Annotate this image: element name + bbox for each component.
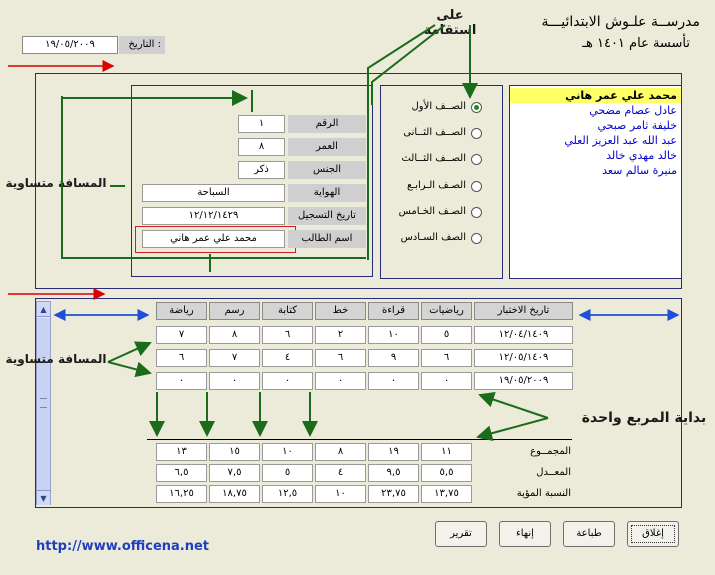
grade-label: الصــف الثــالث	[401, 153, 466, 164]
summary-cell: ٩,٥	[368, 464, 419, 482]
hobby-field[interactable]: السباحة	[142, 184, 285, 202]
annotation-aligned: على استقامة	[423, 8, 477, 38]
radio-icon[interactable]	[471, 102, 482, 113]
summary-label-total: المجمــوع	[530, 446, 571, 457]
summary-cell: ٦,٥	[156, 464, 207, 482]
grade-option-3[interactable]	[388, 153, 496, 167]
student-list[interactable]	[509, 85, 682, 279]
report-button[interactable]: تقرير	[435, 521, 487, 547]
summary-cell: ١٣	[156, 443, 207, 461]
annotation-same-square-start: بداية المربع واحدة	[581, 410, 707, 426]
print-button[interactable]: طباعة	[563, 521, 615, 547]
table-cell[interactable]: ٠	[368, 372, 419, 390]
table-cell[interactable]: ٠	[262, 372, 313, 390]
summary-label-percentage: النسبة المؤية	[516, 488, 571, 499]
scroll-thumb[interactable]	[37, 318, 50, 490]
age-label: العمر	[288, 138, 366, 156]
table-cell[interactable]: ٦	[315, 349, 366, 367]
col-header-sports: رياضة	[156, 302, 207, 320]
col-header-math: رياضيات	[421, 302, 472, 320]
student-name-field[interactable]: محمد علي عمر هاني	[142, 230, 285, 248]
scroll-down-button[interactable]: ▼	[37, 490, 50, 505]
student-item[interactable]: عبد الله عبد العزيز العلي	[564, 134, 677, 147]
grade-label: الصــف الثــانى	[403, 127, 466, 138]
table-cell[interactable]: ١٠	[368, 326, 419, 344]
table-cell[interactable]: ٥	[421, 326, 472, 344]
summary-cell: ٥,٥	[421, 464, 472, 482]
grade-option-5[interactable]	[388, 206, 496, 220]
founded-text: تأسسة عام ١٤٠١ هـ	[582, 36, 690, 51]
close-button[interactable]: إغلاق	[627, 521, 679, 547]
website-link[interactable]: http://www.officena.net	[36, 539, 210, 554]
col-header-drawing: رسم	[209, 302, 260, 320]
gender-label: الجنس	[288, 161, 366, 179]
annotation-equal-spacing-2: المسافة متساوية	[5, 352, 107, 366]
summary-cell: ٥	[262, 464, 313, 482]
col-header-reading: قراءة	[368, 302, 419, 320]
id-field[interactable]: ١	[238, 115, 285, 133]
student-item[interactable]: خالد مهدي خالد	[606, 149, 677, 162]
grade-option-1[interactable]	[388, 101, 496, 115]
summary-divider	[147, 439, 572, 440]
table-cell[interactable]: ٦	[262, 326, 313, 344]
grade-label: الصـف الـرابـع	[406, 180, 466, 191]
summary-cell: ١١	[421, 443, 472, 461]
age-field[interactable]: ٨	[238, 138, 285, 156]
radio-icon[interactable]	[471, 181, 482, 192]
grade-option-2[interactable]	[388, 127, 496, 141]
hobby-label: الهواية	[288, 184, 366, 202]
date-label: التاريخ :	[119, 36, 165, 54]
table-cell[interactable]: ٧	[156, 326, 207, 344]
student-item[interactable]: محمد علي عمر هاني	[510, 88, 681, 103]
grade-option-4[interactable]	[388, 180, 496, 194]
table-cell[interactable]: ٢	[315, 326, 366, 344]
table-cell[interactable]: ٨	[209, 326, 260, 344]
annotation-equal-spacing-1: المسافة متساوية	[5, 176, 107, 190]
table-cell[interactable]: ٠	[209, 372, 260, 390]
summary-cell: ١٣,٧٥	[421, 485, 472, 503]
scroll-up-button[interactable]: ▲	[37, 302, 50, 317]
table-cell[interactable]: ٠	[156, 372, 207, 390]
vertical-scrollbar[interactable]	[36, 301, 51, 505]
summary-cell: ١٠	[262, 443, 313, 461]
id-label: الرقم	[288, 115, 366, 133]
table-cell[interactable]: ٩	[368, 349, 419, 367]
student-item[interactable]: خليفة ثامر صبحي	[597, 119, 677, 132]
radio-icon[interactable]	[471, 233, 482, 244]
col-header-handwriting: خط	[315, 302, 366, 320]
student-item[interactable]: عادل عصام مضحي	[589, 104, 677, 117]
student-name-label: اسم الطالب	[288, 230, 366, 248]
table-cell[interactable]: ٧	[209, 349, 260, 367]
date-field[interactable]: ١٩/٠٥/٢٠٠٩	[22, 36, 118, 54]
summary-cell: ١٠	[315, 485, 366, 503]
grade-label: الصـف الخـامس	[398, 206, 466, 217]
summary-label-average: المعــدل	[536, 467, 571, 478]
grade-label: الصــف الأول	[411, 101, 466, 112]
summary-cell: ١٢,٥	[262, 485, 313, 503]
table-cell[interactable]: ٠	[315, 372, 366, 390]
table-cell[interactable]: ٦	[156, 349, 207, 367]
radio-icon[interactable]	[471, 154, 482, 165]
summary-cell: ١٩	[368, 443, 419, 461]
table-cell[interactable]: ٠	[421, 372, 472, 390]
registration-date-label: تاريخ التسجيل	[288, 207, 366, 225]
table-cell[interactable]: ٤	[262, 349, 313, 367]
finish-button[interactable]: إنهاء	[499, 521, 551, 547]
table-cell[interactable]: ١٢/٠٥/١٤٠٩	[474, 349, 573, 367]
table-cell[interactable]: ١٩/٠٥/٢٠٠٩	[474, 372, 573, 390]
school-name: مدرســة علـوش الابتدائيـــة	[541, 14, 700, 30]
table-cell[interactable]: ١٢/٠٤/١٤٠٩	[474, 326, 573, 344]
summary-cell: ٨	[315, 443, 366, 461]
col-header-writing: كتابة	[262, 302, 313, 320]
summary-cell: ٤	[315, 464, 366, 482]
radio-icon[interactable]	[471, 207, 482, 218]
summary-cell: ٢٣,٧٥	[368, 485, 419, 503]
summary-cell: ١٥	[209, 443, 260, 461]
grade-label: الصف السـادس	[400, 232, 466, 243]
registration-date-field[interactable]: ١٢/١٢/١٤٢٩	[142, 207, 285, 225]
grade-option-6[interactable]	[388, 232, 496, 246]
student-item[interactable]: منيرة سالم سعد	[602, 164, 677, 177]
col-header-test-date: تاريخ الاختبار	[474, 302, 573, 320]
gender-field[interactable]: ذكر	[238, 161, 285, 179]
summary-cell: ٧,٥	[209, 464, 260, 482]
table-cell[interactable]: ٦	[421, 349, 472, 367]
summary-cell: ١٦,٢٥	[156, 485, 207, 503]
summary-cell: ١٨,٧٥	[209, 485, 260, 503]
radio-icon[interactable]	[471, 128, 482, 139]
